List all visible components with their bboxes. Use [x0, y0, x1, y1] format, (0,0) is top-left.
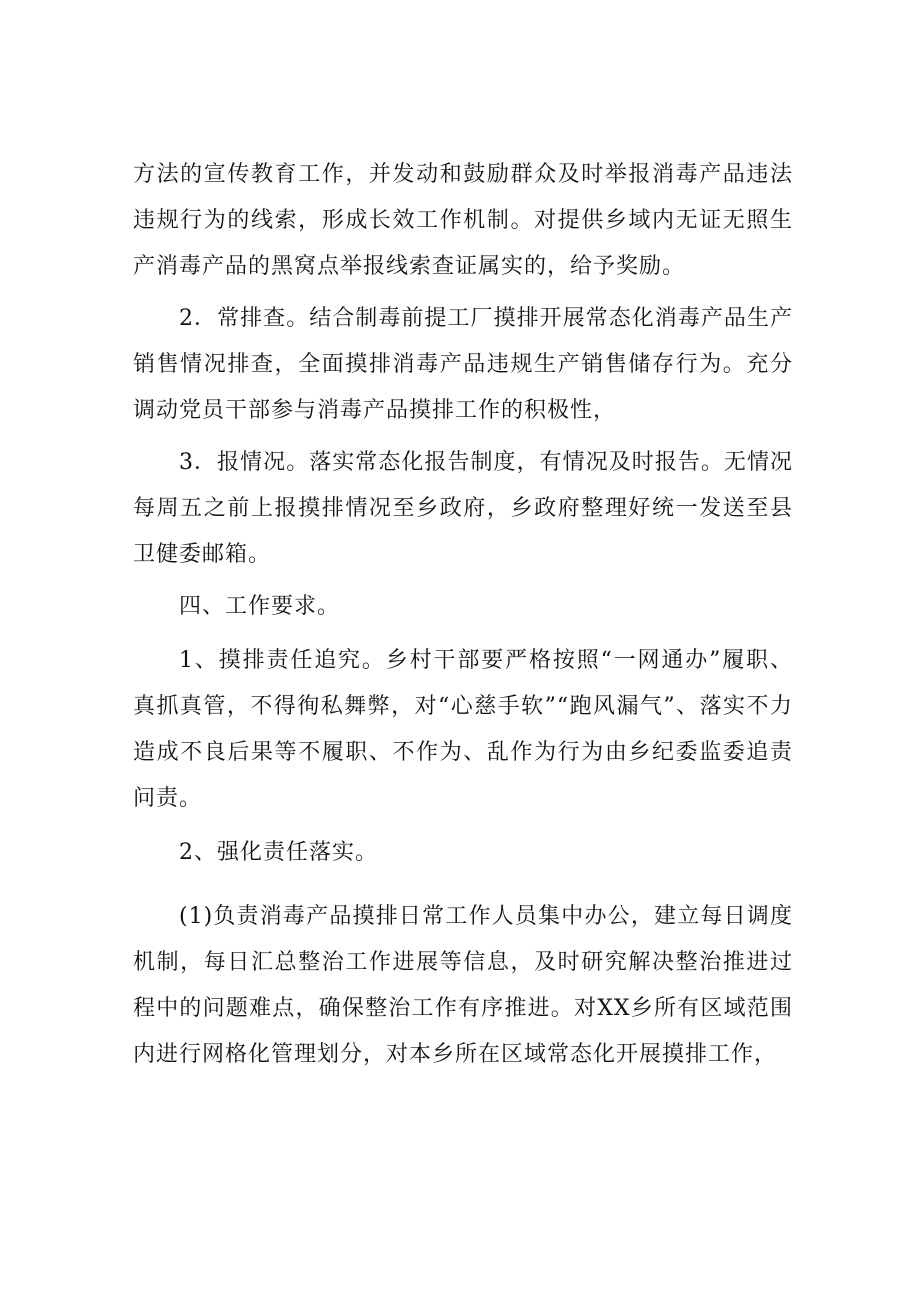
paragraph-publicity: 方法的宣传教育工作，并发动和鼓励群众及时举报消毒产品违法违规行为的线索，形成长效工作机制。对提供乡域内无证无照生产消毒产品的黑窝点举报线索查证属实的，给予奖励。 — [133, 162, 793, 279]
paragraph-accountability: 1、摸排责任追究。乡村干部要严格按照“一网通办”履职、真抓真管，不得徇私舞弊，对“心慈手软”“跑风漏气”、落实不力造成不良后果等不履职、不作为、乱作为行为由乡纪委监委追责问责。 — [133, 648, 793, 811]
paragraph-inspection: 2．常排查。结合制毒前提工厂摸排开展常态化消毒产品生产销售情况排查，全面摸排消毒产品违规生产销售储存行为。充分调动党员干部参与消毒产品摸排工作的积极性， — [133, 306, 793, 423]
paragraph-daily-mechanism: (1)负责消毒产品摸排日常工作人员集中办公，建立每日调度机制，每日汇总整治工作进展等信息，及时研究解决整治推进过程中的问题难点，确保整治工作有序推进。对XX乡所有区域范围内进行网格化管理划分，对本乡所在区域常态化开展摸排工作， — [133, 904, 793, 1067]
paragraph-reporting: 3．报情况。落实常态化报告制度，有情况及时报告。无情况每周五之前上报摸排情况至乡政府，乡政府整理好统一发送至县卫健委邮箱。 — [133, 450, 793, 567]
document-body — [133, 152, 793, 1078]
paragraph-responsibility-heading: 2、强化责任落实。 — [179, 840, 378, 865]
section-heading-requirements: 四、工作要求。 — [179, 594, 341, 619]
